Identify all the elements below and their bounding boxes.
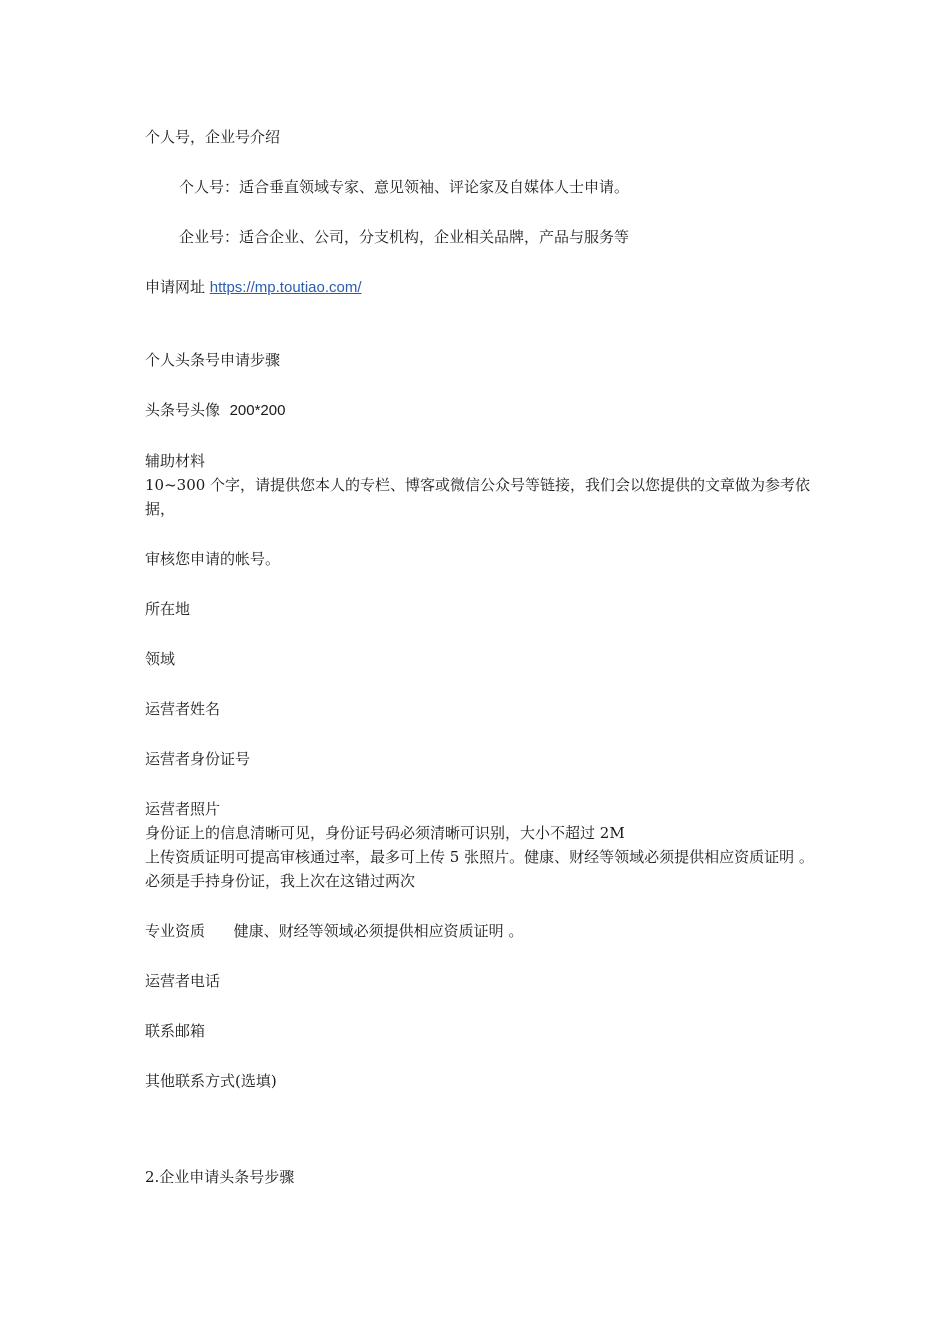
enterprise-steps-title: 2.企业申请头条号步骤	[145, 1168, 295, 1186]
qualification-label: 专业资质	[145, 922, 206, 940]
avatar-size: 200*200	[229, 402, 286, 419]
operator-id-label: 运营者身份证号	[145, 750, 251, 768]
document-body	[145, 125, 815, 1189]
operator-phone-label: 运营者电话	[145, 972, 221, 990]
photo-note-2: 上传资质证明可提高审核通过率，最多可上传 5 张照片。健康、财经等领域必须提供相应资质证明 。	[145, 848, 814, 866]
intro-title: 个人号，企业号介绍	[145, 128, 281, 146]
photo-note-3: 必须是手持身份证，我上次在这错过两次	[145, 872, 416, 890]
personal-steps-title: 个人头条号申请步骤	[145, 351, 281, 369]
apply-url-line	[145, 275, 815, 300]
aux-material-desc: 10~300 个字，请提供您本人的专栏、博客或微信公众号等链接，我们会以您提供的文章做为参考依据，	[145, 476, 811, 518]
other-contact-label: 其他联系方式(选填)	[145, 1072, 277, 1090]
operator-name-label: 运营者姓名	[145, 700, 221, 718]
aux-material-title: 辅助材料	[145, 452, 206, 470]
photo-note-1: 身份证上的信息清晰可见，身份证号码必须清晰可识别，大小不超过 2M	[145, 824, 625, 842]
qualification-desc: 健康、财经等领域必须提供相应资质证明 。	[233, 922, 524, 940]
enterprise-account-desc: 企业号：适合企业、公司，分支机构，企业相关品牌，产品与服务等	[179, 228, 630, 246]
operator-photo-label: 运营者照片	[145, 800, 221, 818]
apply-url-label: 申请网址	[145, 278, 210, 296]
apply-url-link[interactable]: https://mp.toutiao.com/	[209, 279, 362, 296]
avatar-label: 头条号头像	[145, 401, 221, 419]
personal-account-desc: 个人号：适合垂直领域专家、意见领袖、评论家及自媒体人士申请。	[179, 178, 630, 196]
contact-email-label: 联系邮箱	[145, 1022, 206, 1040]
review-text: 审核您申请的帐号。	[145, 550, 281, 568]
field-label: 领域	[145, 650, 176, 668]
qualification-line	[145, 919, 815, 943]
avatar-line	[145, 398, 815, 423]
location-label: 所在地	[145, 600, 191, 618]
